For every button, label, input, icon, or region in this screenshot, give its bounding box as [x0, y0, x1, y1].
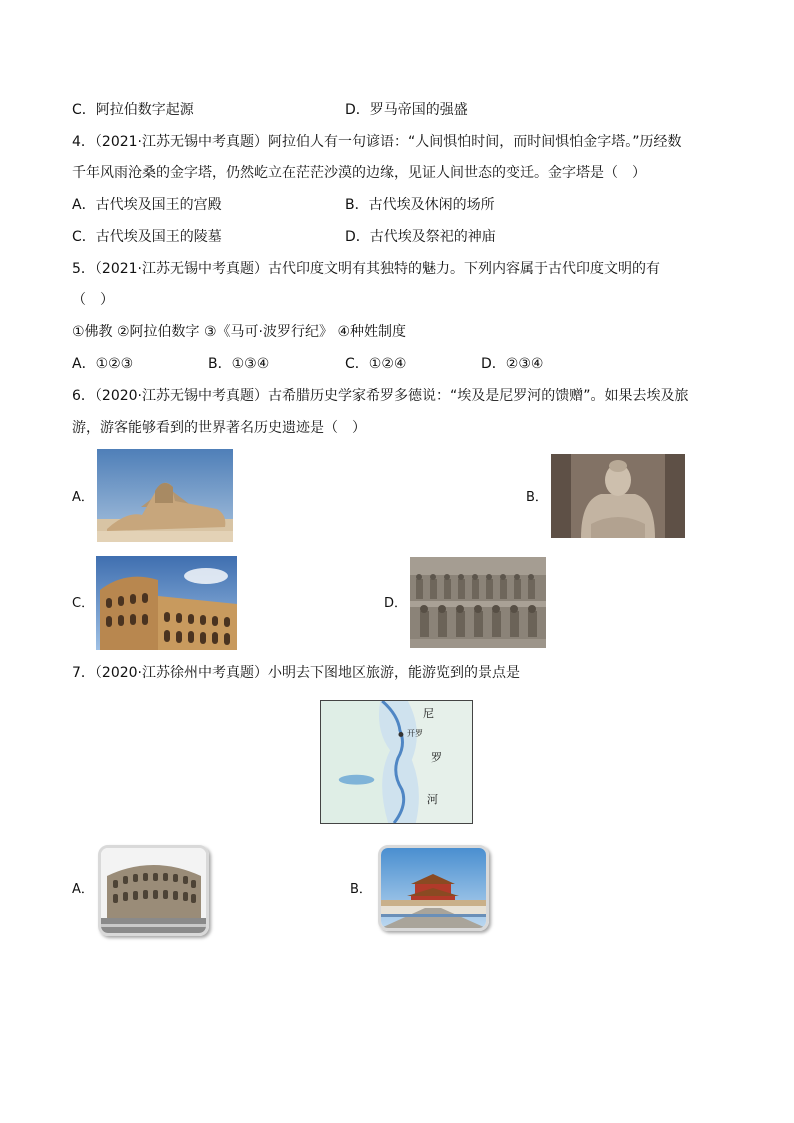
q4-option-b: B．古代埃及休闲的场所	[345, 197, 495, 213]
map-label-luo: 罗	[431, 751, 442, 764]
q4-stem-line2: 千年风雨沧桑的金字塔，仍然屹立在茫茫沙漠的边缘，见证人间世态的变迁。金字塔是（ ）	[72, 165, 646, 181]
q7-stem: 7．（2020·江苏徐州中考真题）小明去下图地区旅游，能游览到的景点是	[72, 665, 520, 681]
q5-stem-line2: （ ）	[72, 292, 114, 308]
q6-stem-line1: 6．（2020·江苏无锡中考真题）古希腊历史学家希罗多德说：“埃及是尼罗河的馈赠”。如果去埃及旅	[72, 388, 689, 404]
map-label-cairo: 开罗	[407, 729, 423, 738]
q4-option-a: A．古代埃及国王的宫殿	[72, 197, 222, 213]
q4-option-d: D．古代埃及祭祀的神庙	[345, 229, 496, 245]
map-label-ni: 尼	[423, 707, 434, 720]
nile-river-map-icon	[320, 700, 473, 824]
q4-option-c: C．古代埃及国王的陵墓	[72, 229, 222, 245]
buddha-statue-photo-icon	[551, 454, 685, 538]
q5-items: ①佛教 ②阿拉伯数字 ③《马可·波罗行纪》 ④种姓制度	[72, 324, 407, 340]
colosseum-photo-icon	[98, 845, 209, 936]
q7-label-b: B．	[350, 882, 372, 897]
map-label-he: 河	[427, 793, 438, 806]
q6-label-a: A．	[72, 490, 94, 505]
forbidden-city-photo-icon	[378, 845, 489, 931]
q5-option-c: C．①②④	[345, 356, 407, 372]
q4-stem-line1: 4．（2021·江苏无锡中考真题）阿拉伯人有一句谚语：“人间惧怕时间，而时间惧怕金字塔。”历经数	[72, 134, 682, 150]
q5-option-a: A．①②③	[72, 356, 134, 372]
colosseum-photo-icon	[96, 556, 237, 650]
terracotta-army-photo-icon	[410, 557, 546, 648]
q3-option-c: C．阿拉伯数字起源	[72, 102, 194, 118]
q6-label-c: C．	[72, 596, 95, 611]
sphinx-photo-icon	[97, 449, 233, 542]
q5-option-d: D．②③④	[481, 356, 544, 372]
q5-option-b: B．①③④	[208, 356, 270, 372]
q5-stem-line1: 5．（2021·江苏无锡中考真题）古代印度文明有其独特的魅力。下列内容属于古代印度文明的有	[72, 261, 660, 277]
q7-label-a: A．	[72, 882, 94, 897]
q6-stem-line2: 游，游客能够看到的世界著名历史遗迹是（ ）	[72, 420, 366, 436]
q3-option-d: D．罗马帝国的强盛	[345, 102, 468, 118]
q6-label-d: D．	[384, 596, 408, 611]
q6-label-b: B．	[526, 490, 548, 505]
